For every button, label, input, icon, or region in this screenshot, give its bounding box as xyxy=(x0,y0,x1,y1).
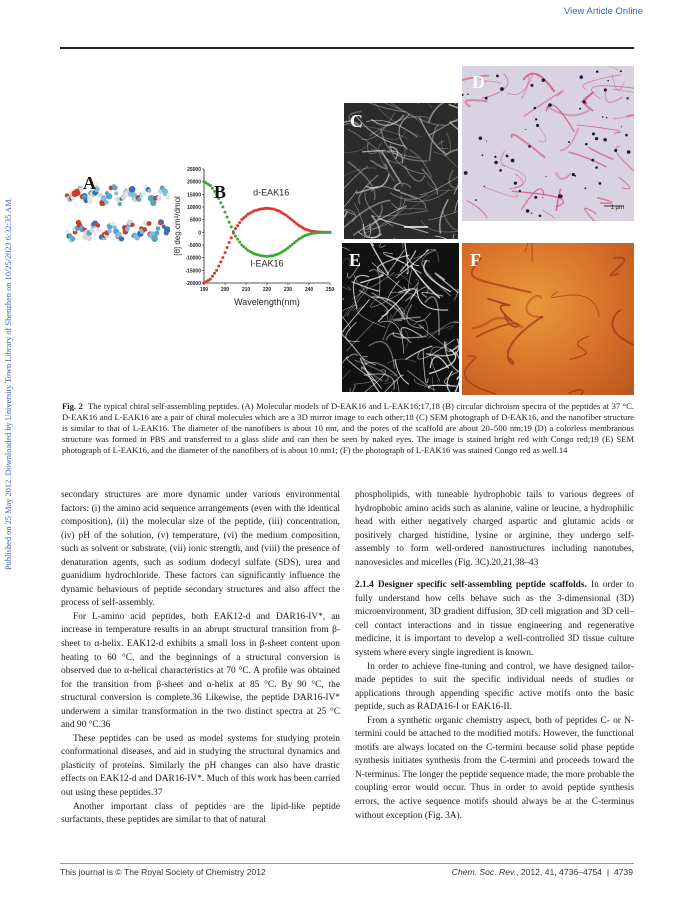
atom xyxy=(154,231,159,236)
fiber xyxy=(344,137,345,145)
particle xyxy=(467,93,469,95)
x-tick-label: 230 xyxy=(283,287,293,293)
atom xyxy=(147,189,151,193)
particle xyxy=(542,197,543,198)
y-tick-label: 25000 xyxy=(187,167,201,173)
atom xyxy=(118,202,122,206)
x-tick-label: 240 xyxy=(304,287,314,293)
fiber xyxy=(422,261,451,296)
data-point-l-EAK16 xyxy=(329,231,332,234)
panel-d-membrane-photo xyxy=(462,66,634,221)
panel-label-e: E xyxy=(349,250,362,270)
particle xyxy=(558,194,562,198)
fiber xyxy=(371,160,387,168)
y-tick-label: 20000 xyxy=(187,179,201,186)
caption-text: The typical chiral self-assembling peptides. (A) Molecular models of D-EAK16 and L-EAK16;17,18 (B) circular dichroism spectra of the peptides at 37 °C. D-EAK16 and L-EAK16 are a pair of chiral molecules which are a 3D mirror image to each other;18 (C) SEM photograph of D-EAK16, and the nanofiber structure is similar to that of L-EAK16. The diameter of the nanofibers is about 10 nm, and the pores of the scaffold are about 20–500 nm;19 (D) a colorless membranous structure was formed in PBS and transferred to a glass slide and can then be seen by naked eyes. The image is stained bright red with Congo red;19 (E) SEM photograph of L-EAK16, and the diameter of the nanofibers of is about 10 nm1; (F) the photograph of L-EAK16 was stained Congo red as well.14 xyxy=(62,401,635,455)
particle xyxy=(548,103,552,107)
data-point-d-EAK16 xyxy=(217,265,220,268)
section-paragraph xyxy=(355,579,634,660)
fiber xyxy=(350,385,356,392)
panel-e-sem-photo xyxy=(342,243,459,392)
y-tick-label: 0 xyxy=(198,230,201,237)
atom xyxy=(107,229,112,234)
x-tick-label: 250 xyxy=(325,287,335,293)
particle xyxy=(621,126,622,127)
data-point-d-EAK16 xyxy=(221,256,224,259)
fiber xyxy=(435,236,458,239)
atom xyxy=(97,228,101,232)
paragraph: In order to achieve fine-tuning and control, we have designed tailor-made peptides to suit the specific individual needs of studies or applications through appending specific active motifs onto the basic peptide, such as RADA16-I or EAK16-II. xyxy=(355,661,634,713)
panel-label-b: B xyxy=(214,182,227,202)
stained-fiber xyxy=(613,89,634,94)
particle xyxy=(535,118,537,120)
data-point-d-EAK16 xyxy=(238,221,241,224)
atom xyxy=(113,185,118,190)
data-point-d-EAK16 xyxy=(234,227,237,230)
particle xyxy=(579,75,583,79)
paragraph: Another important class of peptides are the lipid-like peptide surfactants, these peptides are similar to that of natural xyxy=(61,801,340,826)
fiber xyxy=(429,103,451,123)
fiber xyxy=(344,166,368,202)
atom xyxy=(141,191,147,197)
fiber xyxy=(382,131,405,139)
scale-bar-label: 1 μm xyxy=(610,205,624,211)
particle xyxy=(464,171,468,175)
stained-fiber xyxy=(501,151,506,166)
fiber xyxy=(451,234,454,239)
particle xyxy=(506,155,509,158)
data-point-d-EAK16 xyxy=(215,269,218,272)
particle xyxy=(514,182,517,185)
fiber xyxy=(342,305,358,316)
fiber xyxy=(361,112,395,139)
membrane-image xyxy=(462,66,634,221)
atom xyxy=(160,220,164,224)
fiber xyxy=(352,282,380,291)
particle xyxy=(494,161,497,164)
molecule-image xyxy=(62,173,170,253)
right-column xyxy=(355,489,634,823)
stained-line xyxy=(569,336,588,359)
panel-b-cd-chart xyxy=(170,161,342,321)
atom xyxy=(101,195,107,201)
fiber xyxy=(400,193,426,209)
particle xyxy=(585,143,588,146)
particle xyxy=(591,159,594,162)
atom xyxy=(125,227,130,232)
fiber xyxy=(455,195,458,213)
particle xyxy=(603,138,607,142)
fiber xyxy=(454,167,458,195)
atom xyxy=(65,229,69,233)
fiber xyxy=(342,280,370,319)
x-axis-label: Wavelength(nm) xyxy=(234,297,300,307)
fiber xyxy=(391,103,444,125)
particle xyxy=(534,196,537,199)
stained-fiber xyxy=(589,147,613,159)
particle xyxy=(462,94,464,96)
particle xyxy=(614,149,617,152)
header-rule xyxy=(60,47,634,49)
panel-label-d: D xyxy=(472,72,485,92)
fiber xyxy=(454,322,459,342)
atom xyxy=(142,227,147,232)
fiber xyxy=(347,322,374,351)
particle xyxy=(482,154,484,156)
y-tick-label: 5000 xyxy=(189,217,201,224)
fiber xyxy=(402,183,411,188)
paragraph-text: In order to fully understand how cells behave such as the 3-dimensional (3D) microenvironment, 3D gradient diffusion, 3D cell migration and 3D cell–cell contact interactions and in tissue engineering and regenerative medicine, it is important to develop a well-controlled 3D tissue culture system where every single ingredient is known. xyxy=(355,580,634,659)
fiber xyxy=(425,297,439,335)
stained-fiber xyxy=(612,74,624,90)
panel-label-a: A xyxy=(83,173,96,193)
fiber xyxy=(379,143,395,181)
y-tick-label: -10000 xyxy=(185,255,201,262)
data-point-d-EAK16 xyxy=(226,246,229,249)
fiber xyxy=(431,347,444,381)
stained-fiber xyxy=(577,66,619,70)
panel-c-sem-photo xyxy=(344,103,458,239)
fiber xyxy=(440,199,449,233)
fiber xyxy=(455,103,458,104)
particle xyxy=(626,97,628,99)
data-point-d-EAK16 xyxy=(230,236,233,239)
data-point-l-EAK16 xyxy=(221,206,224,209)
stained-fiber xyxy=(512,191,564,207)
particle xyxy=(595,137,598,140)
particle xyxy=(485,97,488,100)
particle xyxy=(496,75,499,78)
atom xyxy=(106,193,112,199)
particle xyxy=(596,70,599,73)
fiber xyxy=(441,140,458,177)
citation-details: , 2012, 41, 4736–4754 xyxy=(516,867,603,877)
particle xyxy=(602,116,604,118)
figure-caption xyxy=(62,401,634,456)
particle xyxy=(620,70,622,72)
particle xyxy=(545,176,546,177)
fiber xyxy=(342,354,358,384)
fiber xyxy=(342,298,344,314)
stained-fiber xyxy=(509,174,523,189)
fiber xyxy=(401,243,403,248)
panel-f-congo-red-photo xyxy=(462,243,634,395)
fiber xyxy=(342,366,344,375)
fiber xyxy=(342,273,351,290)
y-tick-label: -5000 xyxy=(188,243,201,249)
particle xyxy=(579,108,581,110)
data-point-l-EAK16 xyxy=(224,211,227,214)
stained-fiber xyxy=(619,177,630,188)
stained-fiber xyxy=(556,172,571,179)
particle xyxy=(574,175,576,177)
particle xyxy=(530,84,533,87)
fiber xyxy=(424,103,432,108)
particle xyxy=(572,173,575,176)
particle xyxy=(499,169,502,172)
particle xyxy=(584,187,586,189)
stained-fiber xyxy=(627,114,634,116)
stained-line xyxy=(612,310,634,353)
atom xyxy=(129,186,136,193)
stained-fiber xyxy=(592,86,634,99)
atom xyxy=(96,223,100,227)
fiber xyxy=(449,375,459,392)
fiber xyxy=(449,169,458,188)
particle xyxy=(625,134,628,137)
stained-fiber xyxy=(616,146,634,170)
particle xyxy=(528,145,531,148)
data-point-l-EAK16 xyxy=(236,238,239,241)
atom xyxy=(89,228,94,233)
fiber xyxy=(378,219,428,233)
fiber xyxy=(342,371,350,390)
panel-label-c: C xyxy=(350,111,363,131)
paragraph: secondary structures are more dynamic under various environmental factors: (i) the amino acid sequence arrangements (even with the identical composition), (ii) the molecular size of the peptide, (iii) concentration, (iv) pH of the solution, (v) temperature, (vi) the medium composition, such as solvent or substrate, (vii) ionic strength, and (viii) the presence of denaturation agents, such as sodium dodecyl sulfate (SDS), urea and guanidium hydrochloride. These factors can significantly influence the dynamic behaviours of peptide secondary structures and also affect the process of self-assembly. xyxy=(61,490,340,609)
footer-citation: Chem. Soc. Rev., 2012, 41, 4736–4754 | 4739 xyxy=(451,867,633,877)
stained-fiber xyxy=(577,125,621,133)
stained-fiber xyxy=(482,74,508,99)
particle xyxy=(526,209,529,212)
y-axis-label: [θ] deg.cm²/dmol xyxy=(173,196,182,256)
atom xyxy=(70,236,75,241)
stained-fiber xyxy=(538,125,546,142)
series-label: d-EAK16 xyxy=(253,187,290,198)
paragraph: From a synthetic organic chemistry aspect, both of peptides C- or N-termini could be attached to the modified motifs. However, the functional motifs are always located on the C-termini because solid phase peptide synthesis initiates synthesis from the C-termini and proceeds toward the N-terminus. The longer the peptide sequence made, the more probable the coupling error would occur. Thus in order to avoid peptide synthesis errors, the active sequence motifs should always be at the C-terminus without exception (Fig. 3A). xyxy=(355,715,634,821)
y-tick-label: 10000 xyxy=(187,205,201,211)
x-tick-label: 190 xyxy=(199,287,209,293)
stained-fiber xyxy=(556,189,560,211)
atom xyxy=(87,199,92,204)
particle xyxy=(531,212,532,213)
stained-fiber xyxy=(605,91,623,103)
particle xyxy=(534,107,537,110)
particle xyxy=(484,186,485,187)
data-point-d-EAK16 xyxy=(219,260,222,263)
atom xyxy=(87,236,93,242)
particle xyxy=(539,214,542,217)
fiber xyxy=(393,332,426,338)
particle xyxy=(479,137,482,140)
page-number: 4739 xyxy=(613,867,633,877)
stained-fiber xyxy=(522,76,529,99)
particle xyxy=(607,80,609,82)
stained-fiber xyxy=(542,210,555,218)
figure-label: Fig. 2 xyxy=(62,401,83,411)
particle xyxy=(500,87,504,91)
figure-2 xyxy=(62,63,634,395)
stained-line xyxy=(512,390,584,395)
stained-fiber xyxy=(560,128,579,151)
stained-line xyxy=(525,243,532,262)
particle xyxy=(494,156,496,158)
particle xyxy=(542,78,545,81)
atom xyxy=(151,235,158,242)
x-tick-label: 220 xyxy=(262,287,272,293)
atom xyxy=(157,195,162,200)
journal-name: Chem. Soc. Rev. xyxy=(451,867,517,877)
stained-line xyxy=(610,258,624,276)
fiber xyxy=(445,149,458,161)
particle xyxy=(604,88,607,91)
particle xyxy=(486,141,487,142)
view-article-online-link[interactable]: View Article Online xyxy=(563,6,643,17)
fiber xyxy=(397,380,403,392)
footer-copyright: This journal is © The Royal Society of Chemistry 2012 xyxy=(60,867,266,877)
particle xyxy=(568,141,570,143)
data-point-d-EAK16 xyxy=(209,278,212,281)
footer-rule xyxy=(60,863,634,864)
fiber xyxy=(428,385,456,388)
fiber xyxy=(420,172,458,195)
data-point-d-EAK16 xyxy=(228,241,231,244)
particle xyxy=(595,166,598,169)
particle xyxy=(525,129,526,130)
fiber xyxy=(450,122,458,143)
data-point-d-EAK16 xyxy=(211,275,214,278)
stained-fiber xyxy=(585,208,605,221)
y-tick-label: -15000 xyxy=(185,268,201,275)
series-label: l-EAK16 xyxy=(250,258,284,269)
particle xyxy=(475,199,477,201)
x-tick-label: 200 xyxy=(220,287,230,293)
stained-fiber xyxy=(597,198,612,204)
fiber xyxy=(375,375,403,392)
atom xyxy=(131,223,135,227)
paragraph: For L-amino acid peptides, both EAK12-d and DAR16-IV*, an increase in temperature results in an abrupt structural transition from β-sheet to α-helix. EAK12-d exhibits a small loss in β-sheet content upon heating to 60 °C, and the beginnings of a structural conversion is observed due to α-helical characteristics at 70 °C. A profile was obtained for the transition from β-sheet and α-helix at 85 °C. By 90 °C, the structural conversion is complete.36 Likewise, the peptide DAR16-IV* underwent a similar transformation in the two distinct spectra at 25 °C and 90 °C.36 xyxy=(61,611,340,731)
data-point-d-EAK16 xyxy=(236,224,239,227)
left-column xyxy=(61,489,340,828)
congo-red-image xyxy=(462,243,634,395)
particle xyxy=(627,150,631,154)
y-tick-label: -20000 xyxy=(185,281,201,287)
cd-spectra-chart xyxy=(170,161,342,321)
paragraph: phospholipids, with tuneable hydrophobic tails to various degrees of hydrophobic amino acids such as alanine, valine or leucine, a hydrophilic head with either negatively charged aspartic and glutamic acids or positively charged histidine, lysine or arginine, they undergo self-assembly to form well-ordered nanostructures including nanotubes, nanovesicles and micelles (Fig. 3C).20,21,38–43 xyxy=(355,490,634,568)
particle xyxy=(599,182,602,185)
stained-line xyxy=(465,356,496,394)
data-point-d-EAK16 xyxy=(213,272,216,275)
particle xyxy=(583,100,586,103)
fiber xyxy=(387,359,416,364)
data-point-l-EAK16 xyxy=(209,184,212,187)
particle xyxy=(536,124,539,127)
data-point-d-EAK16 xyxy=(224,251,227,254)
fiber xyxy=(429,349,456,374)
particle xyxy=(592,132,595,135)
particle xyxy=(606,117,607,118)
fiber xyxy=(449,104,458,110)
particle xyxy=(519,190,521,192)
data-point-l-EAK16 xyxy=(230,225,233,228)
data-point-l-EAK16 xyxy=(226,216,229,219)
data-point-l-EAK16 xyxy=(232,230,235,233)
y-tick-label: 15000 xyxy=(187,192,201,199)
stained-line xyxy=(527,296,543,318)
panel-label-f: F xyxy=(470,250,481,270)
data-point-l-EAK16 xyxy=(238,241,241,244)
stained-fiber xyxy=(547,106,590,115)
paragraph: These peptides can be used as model systems for studying protein conformational diseases, and aid in studying the structural dynamics and plasticity of proteins. Similarly the pH changes can also have drastic effects on EAK12-d and DAR16-IV*. Much of this work has been carried out using these peptides.37 xyxy=(61,733,340,799)
fiber xyxy=(348,129,390,161)
stained-fiber xyxy=(581,92,592,102)
stained-fiber xyxy=(467,200,487,218)
panel-a-molecular-models xyxy=(62,173,170,253)
fiber xyxy=(366,120,418,137)
data-point-l-EAK16 xyxy=(228,221,231,224)
atom xyxy=(75,191,80,196)
x-tick-label: 210 xyxy=(241,287,251,293)
stained-line xyxy=(552,291,600,317)
fiber xyxy=(446,334,459,351)
download-notice: Published on 25 May 2012. Downloaded by University Town Library of Shenzhen on 10/25/2023 6:32:35 AM. xyxy=(4,197,13,570)
atom xyxy=(147,221,152,226)
atom xyxy=(112,222,116,226)
atom xyxy=(104,200,109,205)
particle xyxy=(511,159,515,163)
data-point-l-EAK16 xyxy=(234,235,237,238)
stained-line xyxy=(462,292,463,308)
section-heading: 2.1.4 Designer specific self-assembling peptide scaffolds. xyxy=(355,580,587,591)
stained-fiber xyxy=(466,100,488,107)
fiber xyxy=(387,281,400,301)
atom xyxy=(114,191,118,195)
